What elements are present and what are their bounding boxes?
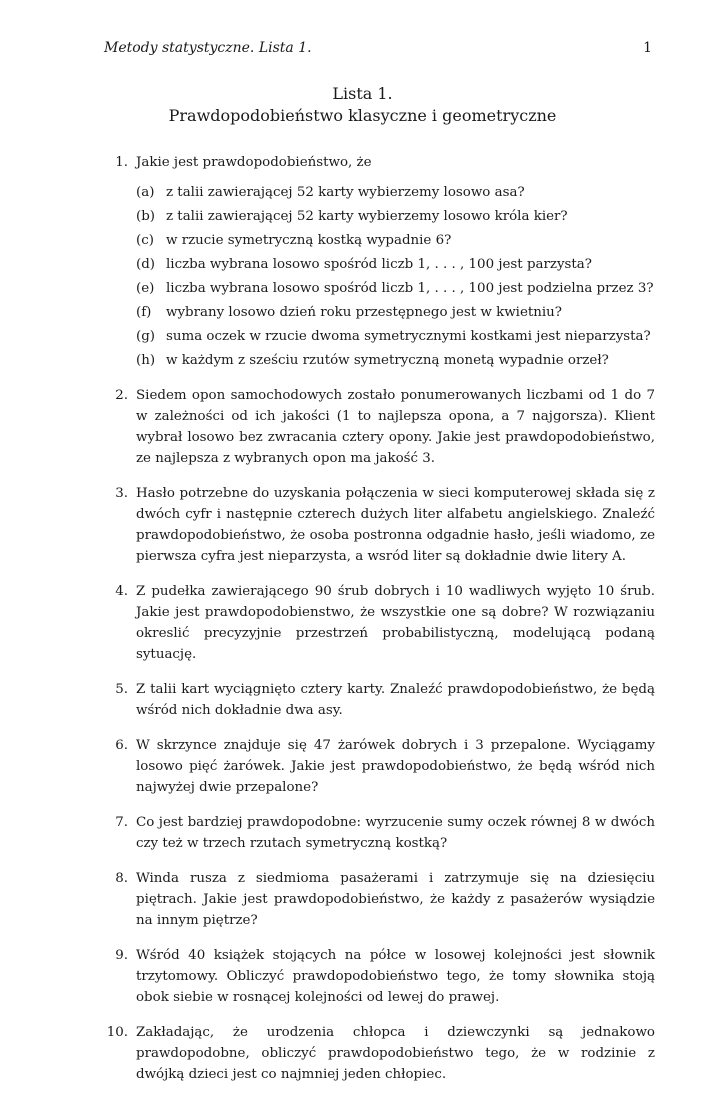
problem-8 xyxy=(104,868,655,931)
problem-text: Zakładając, że urodzenia chłopca i dziewczynki są jednakowo prawdopodobne, obliczyć prawdopodobieństwo tego, że w rodzinie z dwójką dzieci jest co najmniej jeden chłopiec. xyxy=(136,1025,655,1082)
problem-text: Siedem opon samochodowych zostało ponumerowanych liczbami od 1 do 7 w zależności od ich jakości (1 to najlepsza opona, a 7 najgorsza). Klient wybrał losowo bez zwracania cztery opony. Jakie jest prawdopodobieństwo, ze najlepsza z wybranych opon ma jakość 3. xyxy=(136,388,655,466)
problem-number: 1. xyxy=(115,155,128,170)
problem-3 xyxy=(104,483,655,567)
problem-text: Z talii kart wyciągnięto cztery karty. Znaleźć prawdopodobieństwo, że będą wśród nich dokładnie dwa asy. xyxy=(136,682,655,718)
problem-text: Jakie jest prawdopodobieństwo, że xyxy=(136,155,372,170)
problem-number: 10. xyxy=(106,1025,128,1040)
title-line-2: Prawdopodobieństwo klasyczne i geometryczne xyxy=(168,106,557,125)
subproblem-e xyxy=(136,278,655,299)
title-line-1: Lista 1. xyxy=(332,84,393,103)
subproblem-label: (c) xyxy=(136,233,154,248)
subproblem-text: suma oczek w rzucie dwoma symetrycznymi kostkami jest nieparzysta? xyxy=(166,329,651,344)
problem-text: Wśród 40 książek stojących na półce w losowej kolejności jest słownik trzytomowy. Obliczyć prawdopodobieństwo tego, że tomy słownika stoją obok siebie w rosnącej kolejności od lewej do prawej. xyxy=(136,948,655,1005)
subproblem-label: (d) xyxy=(136,257,156,272)
subproblem-b xyxy=(136,206,655,227)
problem-1 xyxy=(104,152,655,371)
problem-text: Co jest bardziej prawdopodobne: wyrzucenie sumy oczek równej 8 w dwóch czy też w trzech rzutach symetryczną kostką? xyxy=(136,815,655,851)
problem-text: Z pudełka zawierającego 90 śrub dobrych i 10 wadliwych wyjęto 10 śrub. Jakie jest prawdopodobienstwo, że wszystkie one są dobre? W rozwiązaniu okreslić precyzyjnie przestrzeń probabilistyczną, modelującą podaną sytuację. xyxy=(136,584,655,662)
problem-number: 7. xyxy=(115,815,128,830)
problem-text: Hasło potrzebne do uzyskania połączenia w sieci komputerowej składa się z dwóch cyfr i następnie czterech dużych liter alfabetu angielskiego. Znaleźć prawdopodobieństwo, że osoba postronna odgadnie hasło, jeśli wiadomo, ze pierwsza cyfra jest nieparzysta, a wsród liter są dokładnie dwie litery A. xyxy=(136,486,655,564)
problem-number: 5. xyxy=(115,682,128,697)
problem-number: 2. xyxy=(115,388,128,403)
running-title: Metody statystyczne. Lista 1. xyxy=(104,40,312,56)
problem-5 xyxy=(104,679,655,721)
problem-number: 8. xyxy=(115,871,128,886)
problem-number: 9. xyxy=(115,948,128,963)
problem-10 xyxy=(104,1022,655,1085)
problem-2 xyxy=(104,385,655,469)
subproblem-label: (e) xyxy=(136,281,155,296)
problem-4 xyxy=(104,581,655,665)
subproblem-label: (f) xyxy=(136,305,152,320)
subproblem-f xyxy=(136,302,655,323)
subproblem-d xyxy=(136,254,655,275)
subproblem-label: (h) xyxy=(136,353,156,368)
subproblem-label: (g) xyxy=(136,329,156,344)
subproblem-h xyxy=(136,350,655,371)
problem-text: Winda rusza z siedmioma pasażerami i zatrzymuje się na dziesięciu piętrach. Jakie jest prawdopodobieństwo, że każdy z pasażerów wysiądzie na innym piętrze? xyxy=(136,871,655,928)
subproblem-c xyxy=(136,230,655,251)
problem-number: 4. xyxy=(115,584,128,599)
problem-text: W skrzynce znajduje się 47 żarówek dobrych i 3 przepalone. Wyciągamy losowo pięć żarówek. Jakie jest prawdopodobieństwo, że będą wśród nich najwyżej dwie przepalone? xyxy=(136,738,655,795)
subproblem-text: wybrany losowo dzień roku przestępnego jest w kwietniu? xyxy=(166,305,562,320)
subproblem-a xyxy=(136,182,655,203)
problem-number: 6. xyxy=(115,738,128,753)
problem-number: 3. xyxy=(115,486,128,501)
subproblem-text: w rzucie symetryczną kostką wypadnie 6? xyxy=(166,233,452,248)
page-header xyxy=(104,40,652,56)
subproblem-label: (a) xyxy=(136,185,155,200)
problem-6 xyxy=(104,735,655,798)
problem-list xyxy=(104,152,655,1099)
subproblem-label: (b) xyxy=(136,209,156,224)
page-number: 1 xyxy=(643,40,652,56)
document-title xyxy=(0,83,725,127)
subproblem-text: liczba wybrana losowo spośród liczb 1, . . . , 100 jest podzielna przez 3? xyxy=(166,281,654,296)
problem-7 xyxy=(104,812,655,854)
subproblem-g xyxy=(136,326,655,347)
subproblem-text: z talii zawierającej 52 karty wybierzemy losowo asa? xyxy=(166,185,525,200)
subproblem-text: w każdym z sześciu rzutów symetryczną monetą wypadnie orzeł? xyxy=(166,353,609,368)
subproblem-list xyxy=(136,182,655,371)
problem-9 xyxy=(104,945,655,1008)
subproblem-text: z talii zawierającej 52 karty wybierzemy losowo króla kier? xyxy=(166,209,568,224)
subproblem-text: liczba wybrana losowo spośród liczb 1, . . . , 100 jest parzysta? xyxy=(166,257,592,272)
